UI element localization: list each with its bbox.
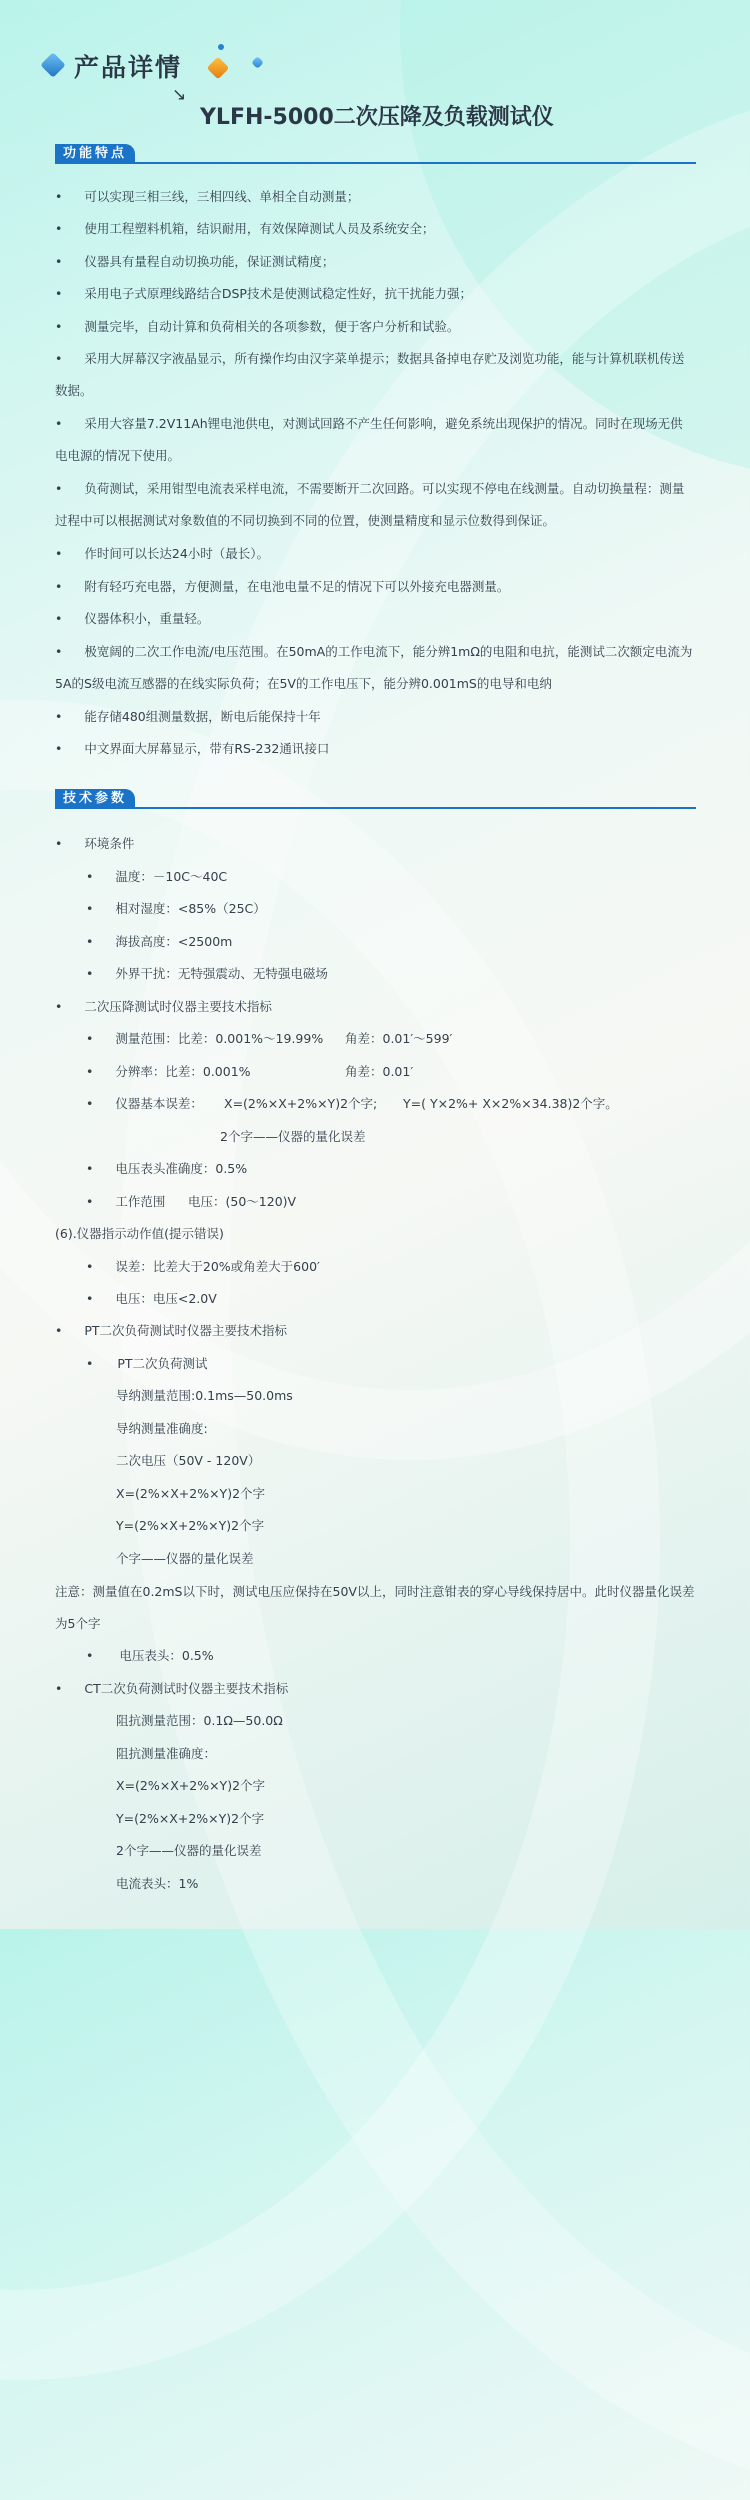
spec-line: Y=(2%×X+2%×Y)2个字 — [116, 1518, 265, 1533]
feature-item: • 能存储480组测量数据，断电后能保持十年 — [55, 709, 321, 724]
spec-item: • 测量范围：比差：0.001%～19.99% — [86, 1031, 324, 1046]
feature-item: • 采用大屏幕汉字液晶显示，所有操作均由汉字菜单提示；数据具备掉电存贮及浏览功能，能与计算机联机传送数据。 — [55, 351, 685, 398]
spec-item: • 工作范围 — [86, 1194, 166, 1209]
spec-line: X=(2%×X+2%×Y)2个字 — [116, 1486, 266, 1501]
section-header-features — [55, 144, 696, 164]
feature-item: • 可以实现三相三线，三相四线、单相全自动测量； — [55, 189, 360, 204]
small-blue-gem-icon — [251, 56, 264, 69]
feature-item: • 仪器具有量程自动切换功能，保证测试精度； — [55, 254, 335, 269]
orange-gem-icon — [207, 57, 230, 80]
spec-item-formula-y: Y=( Y×2%+ X×2%×34.38)2个字。 — [403, 1096, 618, 1111]
spec-line: 2个字——仪器的量化误差 — [116, 1843, 262, 1858]
spec-line: 电流表头：1% — [116, 1876, 199, 1891]
spec-item: • 电压：电压<2.0V — [86, 1291, 217, 1306]
spec-line: 导纳测量准确度: — [116, 1421, 208, 1436]
spec-item: • 外界干扰：无特强震动、无特强电磁场 — [86, 966, 328, 981]
spec-line: X=(2%×X+2%×Y)2个字 — [116, 1778, 266, 1793]
arrow-down-right-icon: ↘ — [172, 85, 187, 105]
spec-item-note: 2个字——仪器的量化误差 — [220, 1129, 366, 1144]
section-divider — [55, 807, 696, 809]
feature-item: • 中文界面大屏幕显示，带有RS-232通讯接口 — [55, 741, 330, 756]
spec-item-angle: 角差：0.01′ — [345, 1064, 414, 1079]
spec-item-formula-x: X=(2%×X+2%×Y)2个字; — [224, 1096, 378, 1111]
feature-item: • 附有轻巧充电器，方便测量，在电池电量不足的情况下可以外接充电器测量。 — [55, 579, 510, 594]
spec-item: • 海拔高度：<2500m — [86, 934, 233, 949]
section-divider — [55, 162, 696, 164]
spec-line: 导纳测量范围:0.1ms—50.0ms — [116, 1388, 293, 1403]
spec-item: • 电压表头：0.5% — [86, 1648, 214, 1663]
feature-item: • 负荷测试，采用钳型电流表采样电流，不需要断开二次回路。可以实现不停电在线测量。自动切换量程：测量过程中可以根据测试对象数值的不同切换到不同的位置，使测量精度和显示位数得到保证。 — [55, 481, 685, 528]
section-header-specs — [55, 789, 696, 809]
blue-dot-icon — [218, 44, 224, 50]
feature-item: • 仪器体积小，重量轻。 — [55, 611, 210, 626]
spec-item: • 相对湿度：<85%（25C） — [86, 901, 266, 916]
spec-note: 注意：测量值在0.2mS以下时，测试电压应保持在50V以上，同时注意钳表的穿心导线保持居中。此时仪器量化误差为5个字 — [55, 1584, 695, 1631]
spec-group-title: (6).仪器指示动作值(提示错误) — [55, 1226, 224, 1241]
spec-item: • 分辨率：比差：0.001% — [86, 1064, 251, 1079]
spec-line: Y=(2%×X+2%×Y)2个字 — [116, 1811, 265, 1826]
spec-item: • 仪器基本误差： — [86, 1096, 203, 1111]
spec-item: • 温度：－10C～40C — [86, 869, 228, 884]
section-tab-features: 功能特点 — [55, 144, 135, 164]
page-header — [40, 44, 720, 84]
section-tab-specs: 技术参数 — [55, 789, 135, 809]
feature-item: • 作时间可以长达24小时（最长）。 — [55, 546, 270, 561]
spec-item: • 误差：比差大于20%或角差大于600′ — [86, 1259, 320, 1274]
spec-line: 个字——仪器的量化误差 — [116, 1551, 254, 1566]
spec-line: 阻抗测量范围：0.1Ω—50.0Ω — [116, 1713, 283, 1728]
spec-line: 阻抗测量准确度： — [116, 1746, 217, 1761]
spec-item: • 电压表头准确度：0.5% — [86, 1161, 248, 1176]
feature-item: • 测量完毕，自动计算和负荷相关的各项参数，便于客户分析和试验。 — [55, 319, 460, 334]
spec-item-angle: 角差：0.01′～599′ — [345, 1031, 453, 1046]
blue-gem-icon — [40, 52, 65, 77]
spec-line: 二次电压（50V - 120V） — [116, 1453, 261, 1468]
spec-item-value: 电压：(50～120)V — [188, 1194, 297, 1209]
spec-group-title: • PT二次负荷测试时仪器主要技术指标 — [55, 1323, 288, 1338]
feature-item: • 极宽阔的二次工作电流/电压范围。在50mA的工作电流下，能分辨1mΩ的电阻和电抗，能测试二次额定电流为5A的S级电流互感器的在线实际负荷；在5V的工作电压下，能分辨0.001mS的电导和电纳 — [55, 644, 693, 691]
product-title: YLFH-5000二次压降及负载测试仪 — [200, 105, 554, 130]
spec-group-title: • CT二次负荷测试时仪器主要技术指标 — [55, 1681, 289, 1696]
spec-group-title: • 环境条件 — [55, 836, 135, 851]
spec-group-title: • 二次压降测试时仪器主要技术指标 — [55, 999, 272, 1014]
feature-item: • 采用大容量7.2V11Ah锂电池供电，对测试回路不产生任何影响，避免系统出现保护的情况。同时在现场无供电电源的情况下使用。 — [55, 416, 683, 463]
page-header-title: 产品详情 — [74, 53, 183, 82]
feature-item: • 采用电子式原理线路结合DSP技术是使测试稳定性好，抗干扰能力强； — [55, 286, 472, 301]
feature-item: • 使用工程塑料机箱，结识耐用，有效保障测试人员及系统安全； — [55, 221, 435, 236]
spec-item: • PT二次负荷测试 — [86, 1356, 208, 1371]
